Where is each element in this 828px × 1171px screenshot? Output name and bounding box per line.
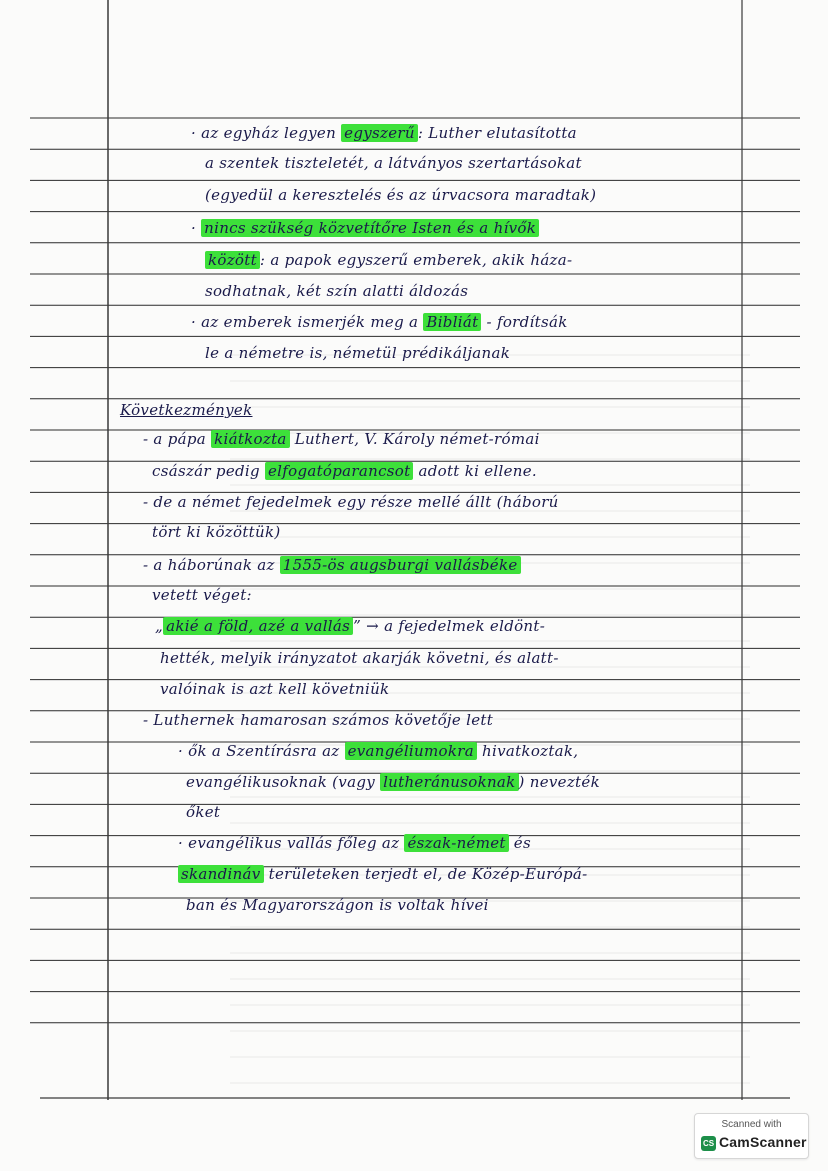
note-line: le a németre is, németül prédikáljanak: [205, 344, 511, 362]
note-line: között : a papok egyszerű emberek, akik háza-: [205, 251, 572, 269]
camscanner-brand: CamScanner: [719, 1134, 807, 1150]
note-line: skandináv területeken terjedt el, de Közép-Európá-: [178, 865, 588, 883]
note-line: · evangélikus vallás főleg az észak-német és: [178, 834, 531, 852]
note-line: (egyedül a keresztelés és az úrvacsora maradtak): [205, 186, 597, 204]
note-line: a szentek tiszteletét, a látványos szertartásokat: [205, 154, 582, 172]
note-line: evangélikusoknak (vagy lutheránusoknak ) nevezték: [186, 773, 600, 791]
note-line: vetett véget:: [152, 586, 252, 604]
camscanner-logo-icon: CS: [701, 1136, 716, 1151]
note-line: - a háborúnak az 1555-ös augsburgi vallásbéke: [143, 556, 521, 574]
note-line: ban és Magyarországon is voltak hívei: [186, 896, 489, 914]
note-line: - de a német fejedelmek egy része mellé állt (háború: [143, 493, 559, 511]
note-line: hették, melyik irányzatot akarják követni, és alatt-: [160, 649, 559, 667]
section-heading: Következmények: [120, 401, 253, 419]
scanned-with-label: Scanned with: [721, 1119, 782, 1130]
note-line: császár pedig elfogatóparancsot adott ki ellene.: [152, 462, 537, 480]
note-line: · nincs szükség közvetítőre Isten és a hívők: [191, 219, 539, 237]
note-line: „ akié a föld, azé a vallás ” → a fejedelmek eldönt-: [155, 617, 546, 635]
note-line: - a pápa kiátkozta Luthert, V. Károly német-római: [143, 430, 540, 448]
note-line: · az egyház legyen egyszerű : Luther elutasította: [191, 124, 577, 142]
note-line: · az emberek ismerjék meg a Bibliát - fordítsák: [191, 313, 568, 331]
note-line: tört ki közöttük): [152, 523, 281, 541]
note-line: - Luthernek hamarosan számos követője lett: [143, 711, 494, 729]
note-line: őket: [186, 803, 221, 821]
note-line: · ők a Szentírásra az evangéliumokra hivatkoztak,: [178, 742, 579, 760]
camscanner-watermark: [694, 1113, 809, 1159]
note-line: sodhatnak, két szín alatti áldozás: [205, 282, 469, 300]
note-line: valóinak is azt kell követniük: [160, 680, 390, 698]
